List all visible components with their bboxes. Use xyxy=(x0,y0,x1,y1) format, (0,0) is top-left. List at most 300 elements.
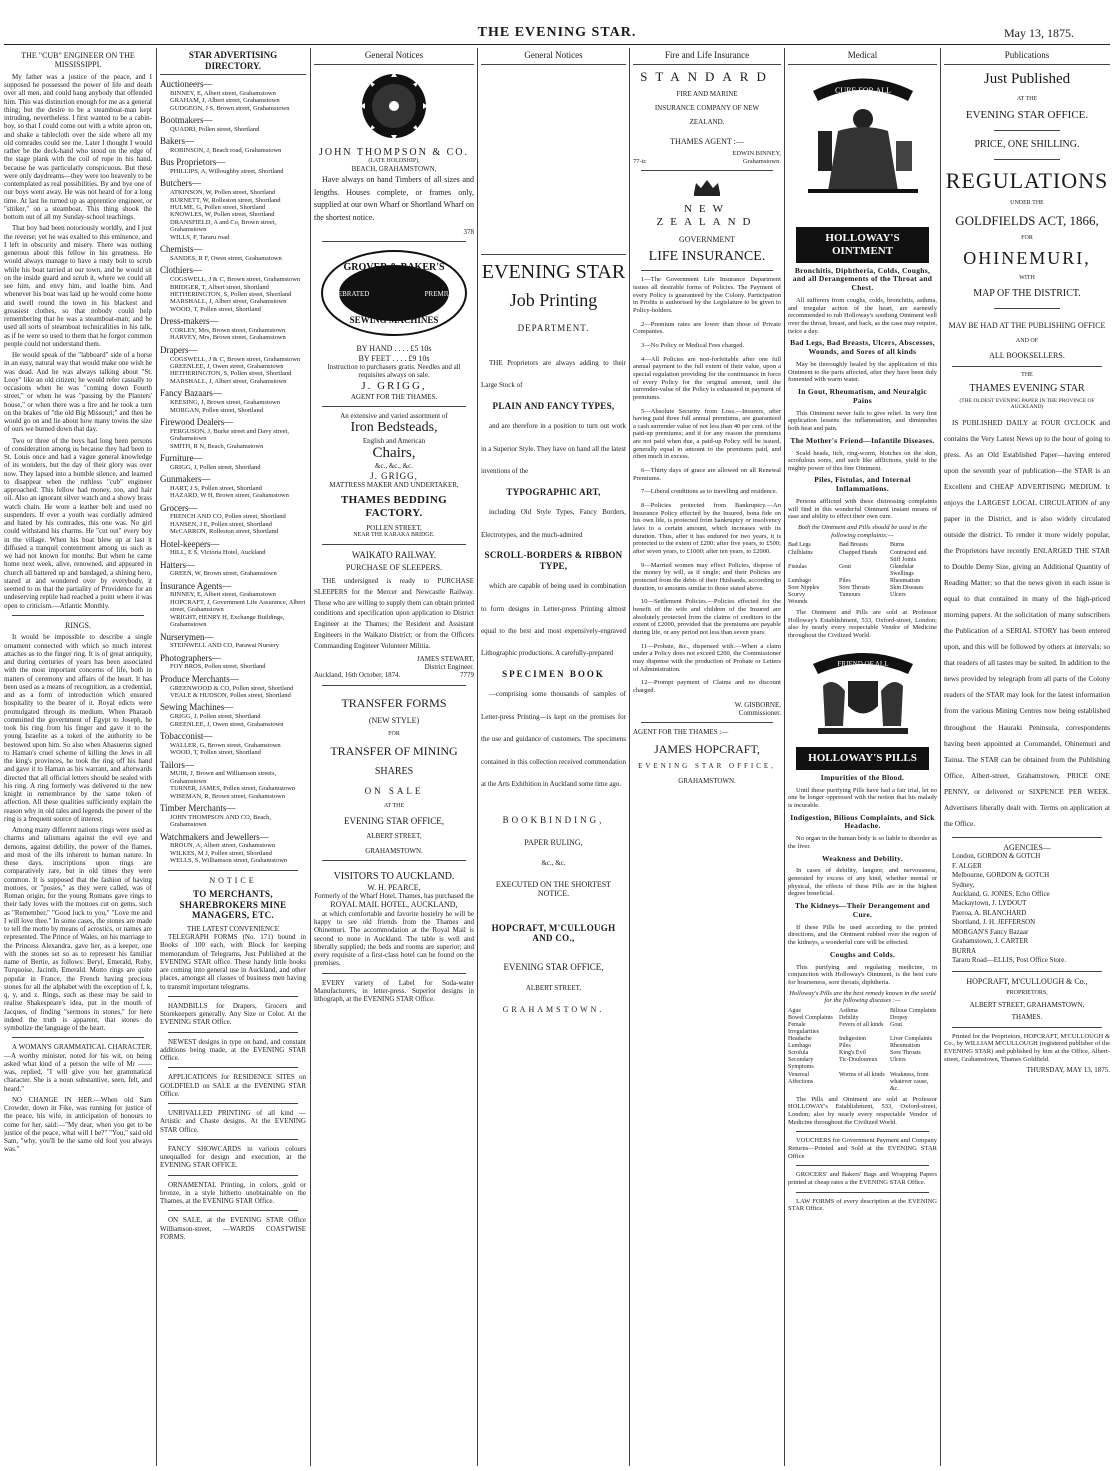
article-paragraph: NO CHANGE IN HER.—When old Sam Crowder, down in Fike, was running for justice of the peace, his wife, in anticipation of honours to come for her, said:—"My dear, when you get to be justice of the peace, what will I be?" "You," said old Sam, "why, you'll be the same old fool you always was." xyxy=(4,1095,152,1154)
disease-item: Weakness, from whatever cause, &c. xyxy=(890,1071,929,1092)
grahamstown: GRAHAMSTOWN. xyxy=(502,1004,605,1014)
medical-body: Persons afflicted with these distressing complaints will find in this wonderful Ointment instant means of ease and ability to effect their own cure. xyxy=(788,498,937,521)
section-rule xyxy=(322,973,466,974)
etc-line: &c., &c. xyxy=(541,859,566,868)
directory-heading: Auctioneers— xyxy=(160,79,213,90)
disease-item: Rheumatism xyxy=(890,1043,921,1050)
disease-item: Worms of all kinds xyxy=(839,1071,885,1078)
agency-item: London, GORDON & GOTCH xyxy=(952,852,1041,861)
directory-entry: HAZARD, W H, Brown street, Grahamstown xyxy=(170,492,289,500)
directory-entry: SANDES, R F, Owen street, Grahamstown xyxy=(170,254,282,262)
directory-entry: DRANSFIELD, A and Co, Brown street, Grahamstown xyxy=(170,218,277,234)
law-forms-ad: LAW FORMS of every description at the EVENING STAR Office. xyxy=(788,1197,937,1213)
thames-evening-star: THAMES EVENING STAR xyxy=(969,382,1085,394)
directory-entry: BRIDGER, T, Albert street, Shortland xyxy=(170,283,269,291)
directory-entry: GREENLEE, J, Owen street, Grahamstown xyxy=(170,363,284,371)
albert-street: ALBERT STREET, xyxy=(525,984,582,993)
directory-heading: Insurance Agents— xyxy=(160,580,232,591)
holloway-pills-banner: HOLLOWAY'S PILLS xyxy=(796,747,929,770)
column-publications xyxy=(944,48,1110,1466)
column-divider xyxy=(629,48,630,1466)
agencies-title: AGENCIES— xyxy=(1003,842,1051,852)
directory-entry: KNOWLES, W, Pollen street, Shortland xyxy=(170,211,275,219)
directory-entry: VEALE & HUDSON, Pollen street, Shortland xyxy=(170,691,291,699)
sleepers-title: PURCHASE OF SLEEPERS. xyxy=(345,563,443,573)
hopcraft-firm: HOPCRAFT, M'CULLOUGH AND CO., xyxy=(491,922,616,944)
directory-entry: GREENWOOD & CO, Pollen street, Shortland xyxy=(170,684,294,692)
waikato-body: THE undersigned is ready to PURCHASE SLEEPERS for the Mercer and Newcastle Railway. Those who are willing to supply them can obtain printed conditions and specification upon application to District Engineer at the Thames; the Resident and Assistant Engineers in the Waikato District; or from the Officers Commanding Engineer Volunteer Militia. xyxy=(314,576,474,650)
section-rule xyxy=(168,870,298,871)
directory-entry: PHILLIPS, A, Willoughby street, Shortland xyxy=(170,168,284,175)
notice-body: TELEGRAPH FORMS (No. 171) bound in Books of 100 each, with Block for keeping memorandum of Telegrams, Just Published at the EVENING STAR office. These handy little books are coming into general use in Auckland, and other places, amongst all classes of business men having to transmit important telegrams. xyxy=(160,933,306,991)
the-line: THE xyxy=(1021,371,1033,378)
section-rule xyxy=(168,1210,298,1211)
directory-entry: HULME, G, Pollen street, Shortland xyxy=(170,204,266,212)
under-the: UNDER THE xyxy=(1010,200,1044,207)
insurance-item: 1—The Government Life Insurance Department issues all desirable forms of Policies. The Payment of every Policy is guaranteed by the Colony. Participation in Profits is authorised by the Legislature to be given to Policy-holders. xyxy=(633,276,781,314)
vouchers-ad: VOUCHERS for Government Payment and Company Returns—Printed and Sold at the EVENING STAR Office xyxy=(788,1137,937,1160)
agency-item: BURRA xyxy=(952,946,977,955)
section-rule xyxy=(952,366,1102,367)
medical-body: May be thoroughly healed by the application of this Ointment to the parts affected, after they have been duly fomented with warm water. xyxy=(788,361,937,384)
section-rule xyxy=(12,615,144,616)
agency-item: Sydney, xyxy=(952,880,975,889)
auckland-date: Auckland, 16th October, 1874. 7779 xyxy=(314,671,474,680)
directory-heading: Bakers— xyxy=(160,136,194,147)
price-by-feet: BY FEET . . . . £9 10s xyxy=(358,353,430,363)
small-ad: NEWEST designs in type on hand, and constant additions being made, at the EVENING STAR Office. xyxy=(160,1037,306,1063)
directory-heading: Hotel-keepers— xyxy=(160,538,220,549)
disease-item: Indigestion xyxy=(839,1036,866,1043)
job-body: and are therefore in a position to turn out work in a Superior Style. They have on hand all the latest inventions of the xyxy=(481,422,626,476)
directory-entry: HILL, E S, Victoria Hotel, Auckland xyxy=(170,549,266,557)
job-body: including Old Style Types, Fancy Borders, Electrotypes, and the much-admired xyxy=(481,508,626,539)
directory-entry: WOOD, T, Pollen street, Shortland xyxy=(170,305,261,313)
column-medical xyxy=(788,48,937,1466)
ad-reference: 378 xyxy=(463,227,474,236)
agency-item: Melbourne, GORDON & GOTCH xyxy=(952,871,1050,880)
thompson-sub: (LATE HOLDSHIP), xyxy=(368,158,420,165)
banner-text: CURE FOR ALL xyxy=(834,85,891,95)
directory-heading: Drapers— xyxy=(160,344,198,355)
sold-line: The Pills and Ointment are sold at Professor HOLLOWAY's Establishment, 533, Oxford-street, London; also by nearly every respectable Vendor of Medicine throughout the Civilized World. xyxy=(788,1095,937,1126)
advertising-directory xyxy=(160,79,306,864)
directory-entry: WISEMAN, R, Brown street, Grahamstown xyxy=(170,792,285,800)
disease-item: Liver Complaints xyxy=(890,1036,933,1043)
albert-street: ALBERT STREET, GRAHAMSTOWN, xyxy=(969,1001,1085,1010)
executed-line: EXECUTED ON THE SHORTEST NOTICE. xyxy=(495,879,612,899)
directory-entry: MARSHALL, J, Albert street, Grahamstown xyxy=(170,298,287,306)
section-rule xyxy=(322,685,466,686)
directory-entry: QUADRI, Pollen street, Shortland xyxy=(170,125,260,133)
agent-name: EDWIN BINNEY, xyxy=(732,150,781,158)
disease-item: King's Evil xyxy=(839,1050,866,1057)
agent-thames: AGENT FOR THE THAMES :— xyxy=(633,728,729,737)
column-divider xyxy=(310,48,311,1466)
disease-item: Fevers of all kinds xyxy=(839,1021,884,1028)
complaint-item: Bad Legs xyxy=(788,542,811,549)
directory-heading: Watchmakers and Jewellers— xyxy=(160,831,269,842)
disease-item: Scrofula xyxy=(788,1050,809,1057)
job-body: which are capable of being used in combination to form designs in Letter-press Printing almost equal to the best and most expensively-engraved Lithographic productions. A carefully-prepared xyxy=(481,582,626,658)
masthead xyxy=(0,0,1114,46)
directory-entry: BINNEY, E, Albert street, Grahamstown xyxy=(170,591,276,599)
visitors-title: VISITORS TO AUCKLAND. xyxy=(333,870,455,882)
complaint-item: Piles xyxy=(839,577,851,584)
may-be-had: MAY BE HAD AT THE PUBLISHING OFFICE xyxy=(948,320,1106,330)
complaint-item: Skin Diseases xyxy=(890,584,924,591)
directory-entry: WALLER, G, Brown street, Grahamstown xyxy=(170,741,281,749)
directory-entry: WRIGHT, HENRY H, Exchange Buildings, Grahamstown xyxy=(170,613,285,629)
medical-body: This Ointment never fails to give relief. In very first application lessens the inflammation, and diminishes both heat and pain. xyxy=(788,409,937,433)
bedding-factory: THAMES BEDDING FACTORY. xyxy=(341,493,447,519)
star-body: IS PUBLISHED DAILY at FOUR O'CLOCK and contains the Very Latest News up to the hour of going to press. As an Old Established Paper—having entered upon the seventh year of publication—the STAR is an Excellent and CHEAP ADVERTISING MEDIUM. It enjoys the LARGEST LOCAL CIRCULATION of any paper in the District, and is also widely circulated outside the district. To render it more widely popular, the Proprietors have recently ENLARGED THE STAR to Double Demy Size, giving an Additional Quantity of Reading Matter; so that the news given in each issue is equal to that contained in many of the high-priced morning papers. At the solicitation of many subscribers the Publication of a SERIAL STORY has been entered upon, and this will be followed by others at intervals; so that readers of all tastes may be suited. In addition to the news provided by telegraph from all parts of the Colony readers of the STAR may look for the latest information from the various Mining Centres now being established throughout the Hauraki Peninsula, correspondents having been appointed at Coromandel, Ohinemuri and Tairua. The STAR can be obtained from the Publishing Office, Albert-street, Grahamstown, PRICE ONE PENNY, or delivered or SIXPENCE PER WEEK. Advertisers liberally dealt with. Terms on application at the Office. xyxy=(944,417,1110,828)
insurance-item: 2—Premium rates are lower than those of Private Companies. xyxy=(633,320,781,336)
section-rule xyxy=(796,1165,929,1166)
directory-heading: Photographers— xyxy=(160,652,221,663)
section-rule xyxy=(994,159,1060,160)
complaint-item: Sore Nipples xyxy=(788,584,820,591)
column-articles xyxy=(4,48,152,1466)
directory-entry: HANSEN, J E, Pollen street, Shortland xyxy=(170,520,272,528)
pollen-street: POLLEN STREET, xyxy=(366,523,422,532)
evening-star-heading: EVENING STAR xyxy=(481,254,626,285)
directory-entry: BROUN, A, Albert street, Grahamstown xyxy=(170,842,276,850)
disease-item: Bowel Complaints xyxy=(788,1014,833,1021)
just-published: Just Published xyxy=(983,70,1071,87)
directory-entry: HOPCRAFT, J, Government Life Assurance, Albert street, Grahamstown xyxy=(170,598,306,614)
masthead-rule xyxy=(4,44,1110,45)
waikato-title: WAIKATO RAILWAY. xyxy=(351,549,437,560)
complaint-item: Chilblains xyxy=(788,549,813,556)
section-rule xyxy=(322,241,466,242)
job-body: —comprising some thousands of samples of Letter-press Printing—is kept on the premises for the use and guidance of customers. The specimens contained in this collection received commendation at the Arts Exhibition in Auckland some time ago. xyxy=(481,690,626,788)
directory-entry: BINNEY, E, Albert street, Grahamstown xyxy=(170,89,276,97)
directory-entry: HART, J S, Pollen street, Shortland xyxy=(170,484,262,492)
directory-heading: Dress-makers— xyxy=(160,316,219,327)
directory-entry: HETHERINGTON, S, Pollen street, Shortland xyxy=(170,290,292,298)
article-paragraph: That boy had been notoriously worldly, and I just the reverse; yet he was exalted to this eminence, and I left in obscurity and misery. There was nothing generous about this fellow in his greatness. He would always manage to have a rusty bolt to scrub while his boat tarried at our town, and he would sit on the inside guard and scrub it, where we could all see him, and envy him, and loathe him. And whenever his boat was laid up he would come home and swell round the town in his blackest and greasiest clothes, so that nobody could help remembering that he was a steamboat-man; and he used all sorts of steamboat technicalities in his talk, as if he were so used to them that he forgot common people could not understand them. xyxy=(4,224,152,348)
pearce-body-2: at which comfortable and favorite hostelry he will be happy to see old friends from the Thames and Ohinemuri. The accommodation at the Royal Mail is second to none in Auckland. The table is well and liberally supplied; the beds and rooms are superior; and every requisite of a first-class hotel can be found on the premises. xyxy=(314,909,474,968)
disease-item: Sore Throats xyxy=(890,1050,921,1057)
agent-town: Grahamstown. xyxy=(742,157,781,165)
complaint-item: Bad Breasts xyxy=(839,542,868,549)
insurance-items xyxy=(633,276,781,694)
complaint-item: Chapped Hands xyxy=(839,549,878,556)
typographic-art: TYPOGRAPHIC ART, xyxy=(506,486,601,497)
crown-icon xyxy=(692,177,722,197)
directory-entry: FOY BROS, Pollen street, Shortland xyxy=(170,663,266,671)
insurance-item: 3—No Policy or Medical Fees charged. xyxy=(641,341,745,349)
directory-entry: McCARRON, Rolleston street, Shortland xyxy=(170,528,279,536)
directory-entry: CORLEY, Mrs, Brown street, Grahamstown xyxy=(170,327,286,334)
disease-item: Asthma xyxy=(839,1007,858,1014)
complaint-item: Ulcers xyxy=(890,592,906,598)
complaint-item: Fistulas xyxy=(788,563,807,570)
transfer-line: ON SALE xyxy=(364,786,424,797)
grigg-name-2: J. GRIGG, xyxy=(370,470,418,481)
medical-heading: In Gout, Rheumatism, and Neuralgic Pains xyxy=(798,387,927,405)
column-header: Medical xyxy=(788,48,937,65)
regulations-title: REGULATIONS xyxy=(945,168,1109,194)
notice-label: NOTICE xyxy=(209,875,257,885)
column-header: General Notices xyxy=(314,48,474,65)
insurance-item: 7—Liberal conditions as to travelling and residence. xyxy=(641,488,778,496)
price-line: PRICE, ONE SHILLING. xyxy=(974,139,1080,151)
grover-line: SEWING MACHINES xyxy=(349,315,439,326)
directory-entry: FERGUSON, J, Burke street and Davy street, Grahamstown xyxy=(170,427,289,443)
near-bridge: NEAR THE KARAKA BRIDGE. xyxy=(353,531,435,538)
grover-line: GROVER & BAKER'S xyxy=(343,262,445,274)
grover-line: CELEBRATED xyxy=(324,290,370,299)
disease-item: Bilious Complaints xyxy=(890,1007,937,1014)
grover-line: PREMIUM xyxy=(424,290,458,299)
scroll-borders: SCROLL-BORDERS & RIBBON TYPE, xyxy=(484,550,623,571)
directory-heading: Chemists— xyxy=(160,244,203,255)
instruction-note: Instruction to purchasers gratis. Needles and all requisites always on sale. xyxy=(327,363,461,380)
section-rule xyxy=(641,170,773,171)
thompson-address: BEACH, GRAHAMSTOWN, xyxy=(351,165,437,174)
mattress-line: MATTRESS MAKER AND UNDERTAKER, xyxy=(329,481,459,490)
insurance-item: 8—Policies protected from Bankruptcy.—An Insurance Policy effected by the Insured, bona fide on his own life, is protected from bankruptcy or insolvency laws to a certain amount, which increases with its duration. Thus, after it has endured for two years, it is protected to the extent of £200; after five years, to £500; after seven years, to £1000; after ten years, to £2000. xyxy=(633,502,781,556)
directory-entry: WILKES, M J, Pollen street, Shortland xyxy=(170,849,272,857)
grigg-agent: AGENT FOR THE THAMES. xyxy=(350,392,438,401)
medical-heading: Weakness and Debility. xyxy=(822,853,903,863)
article-paragraph: It would be impossible to describe a single ornament connected with which so much interest attaches as to the finger ring. It is of great antiquity, and during centuries of years has been associated with the most important concerns of life, both in matters of ceremony and affairs of the heart. It has been used as a means of recognition, as a credential, and as a form of introduction which ensured hospitality to the bearer of it. Royal edicts were promulgated through its medium. When Pharaoh committed the government of Egypt to Joseph, he took his ring from his finger and gave it to the young Israelite as a token of the authority to be bestowed upon him. So also when Ahasuerus signed to Haman's cruel scheme of killing the Jews in all the king's provinces, he took the ring off his hand and gave it to Haman as his warrant, and afterwards directed that all official letters should be sealed with his ring. A ring formerly was delivered to the new knight in remembrance by the same token of affection. All these qualities sufficiently explain the reason why in old tales and legends the power of the ring is a frequent source of interest. xyxy=(4,633,152,823)
column-divider xyxy=(156,48,157,1466)
agency-item: Mackaytown, J. LYDOUT xyxy=(952,899,1027,908)
disease-item: Headache xyxy=(788,1036,812,1043)
directory-heading: Clothiers— xyxy=(160,265,202,276)
directory-entry: GRIGG, J, Pollen street, Shortland xyxy=(170,713,261,721)
gov-title: GOVERNMENT xyxy=(679,235,735,245)
medical-heading: Coughs and Colds. xyxy=(829,949,896,959)
grigg-name: J. GRIGG, xyxy=(361,379,427,392)
complaint-item: Rheumatism xyxy=(890,577,921,584)
plain-fancy-types: PLAIN AND FANCY TYPES, xyxy=(492,400,615,411)
directory-heading: Hatters— xyxy=(160,559,195,570)
transfer-line: AT THE xyxy=(383,802,405,809)
label-ad: EVERY variety of Label for Soda-water Manufacturers, in letter-press. Superior designs in lithograph, at the EVENING STAR Office. xyxy=(314,978,474,1004)
directory-heading: Fancy Bazaars— xyxy=(160,388,222,399)
directory-heading: Produce Merchants— xyxy=(160,673,239,684)
agency-item: Tararu Road—ELLIS, Post Office Store. xyxy=(952,956,1067,965)
medical-heading: Impurities of the Blood. xyxy=(820,772,905,782)
section-rule xyxy=(322,544,466,545)
holloway-ointment-banner: HOLLOWAY'S OINTMENT xyxy=(796,227,929,263)
hygeia-figure-icon xyxy=(798,71,928,221)
directory-heading: Firewood Dealers— xyxy=(160,416,234,427)
directory-entry: COGSWELL, J & C, Brown street, Grahamstown xyxy=(170,276,301,284)
directory-entry: COGSWELL, J & C, Brown street, Grahamstown xyxy=(170,355,301,363)
directory-entry: WELLS, S, Williamson street, Grahamstown xyxy=(170,857,288,865)
column-header: General Notices xyxy=(481,48,626,65)
directory-entry: GREEN, W, Brown street, Grahamstown xyxy=(170,570,277,578)
life-insurance-title: LIFE INSURANCE. xyxy=(648,248,766,264)
directory-heading: Timber Merchants— xyxy=(160,803,236,814)
complaint-item: Wounds xyxy=(788,599,808,606)
directory-heading: Nurserymen— xyxy=(160,631,214,642)
insurance-item: 12—Prompt payment of Claims and no discount charged. xyxy=(633,679,781,694)
section-rule xyxy=(641,722,773,723)
evening-star-office: EVENING STAR OFFICE, xyxy=(638,762,776,771)
evening-star-office: EVENING STAR OFFICE, xyxy=(503,961,604,972)
directory-heading: Tobacconist— xyxy=(160,730,213,741)
medical-heading: Indigestion, Bilious Complaints, and Sick Headache. xyxy=(790,812,935,831)
price-by-hand: BY HAND . . . . £5 10s xyxy=(356,344,432,354)
transfer-line: EVENING STAR OFFICE, xyxy=(343,815,445,826)
iron-intro: An extensive and varied assortment of xyxy=(340,411,448,420)
small-ad: UNRIVALLED PRINTING of all kind —Artistic and Chaste designs. At the EVENING STAR Office. xyxy=(160,1109,306,1134)
insurance-item: 10—Settlement Policies.—Policies effected for the benefit of the wife and children of the Insured are absolutely protected from the claims of creditors to the extent of £2000, provided that the premiums are payable during life, or any period not less than seven years. xyxy=(633,598,781,636)
article-paragraph: A WOMAN'S GRAMMATICAL CHARACTER.—A worthy minister, noted for his wit, on being asked what kind of a person the wife of Mr —— was, replied, "I will give you her grammatical character. She is a noun substantive, seen, felt, and heard." xyxy=(4,1043,152,1093)
directory-entry: ROBINSON, J, Beach road, Grahamstown xyxy=(170,146,282,154)
with-line: WITH xyxy=(1019,274,1035,281)
spacer xyxy=(481,69,626,254)
medical-heading: The Mother's Friend—Infantile Diseases. xyxy=(790,435,935,445)
medical-heading: The Kidneys—Their Derangement and Cure. xyxy=(795,901,930,919)
standard-line: FIRE AND MARINE xyxy=(676,89,738,98)
chairs-title: Chairs, xyxy=(372,444,416,461)
section-rule xyxy=(168,1103,298,1104)
small-ad: ON SALE, at the EVENING STAR Office Williamson-street, —WARDS COASTWISE FORMS. xyxy=(160,1216,306,1241)
disease-item: Ulcers xyxy=(890,1057,906,1064)
disease-item: Lumbago xyxy=(788,1043,811,1050)
goldfields-act: GOLDFIELDS ACT, 1866, xyxy=(955,213,1099,229)
both-line: Both the Ointment and Pills should be used in the following complaints:— xyxy=(797,524,928,539)
section-rule xyxy=(12,1037,144,1038)
job-body: THE Proprietors are always adding to their Large Stock of xyxy=(481,359,626,390)
imprint: Printed for the Proprietors, HOPCRAFT, M'CULLOUGH & Co., by WILLIAM M'CULLOUGH (registered publisher of the EVENING STAR) and published by him at the Office, Albert-street, Grahamstown, Thames Goldfield. xyxy=(944,1032,1110,1063)
medical-body: This purifying and regulating medicine, in conjunction with Holloway's Ointment, is the best cure for hoarseness, sore throats, diphtheria. xyxy=(788,963,937,986)
section-rule xyxy=(952,1027,1102,1028)
nz-title: NEW ZEALAND xyxy=(656,203,758,229)
section-rule xyxy=(952,971,1102,972)
directory-entry: WOOD, T, Pollen street, Shortland xyxy=(170,749,261,757)
complaint-item: Glandular Swellings xyxy=(890,563,914,577)
medical-body: Until these purifying Pills have had a fair trial, let no one be longer oppressed with the notion that his malady is incurable. xyxy=(788,786,937,809)
agency-item: MORGAN'S Fancy Bazaar xyxy=(952,927,1029,936)
directory-heading: Sewing Machines— xyxy=(160,702,234,713)
column-header: Publications xyxy=(944,48,1110,65)
directory-entry: MORGAN, Pollen street, Shortland xyxy=(170,406,263,414)
article-paragraph: He would speak of the "labboard" side of a horse in an easy, natural way that would make one wish he was dead. And he was always talking about "St. Looy" like an old citizen; he would refer casually to occasions when he was "coming down Fourth street," or when he was "passing by the Planters' house," or when there was a fire and he took a turn on the brakes of "the old Big Missouri;" and then he would go on and lie about how many towns the size of ours we burned down that day. xyxy=(4,351,152,434)
disease-item: Venereal Affections xyxy=(788,1071,814,1085)
directory-entry: SMITH, R N, Beach, Grahamstown xyxy=(170,442,264,450)
agency-item: Paeroa, A. BLANCHARD xyxy=(952,908,1027,917)
grahamstown: GRAHAMSTOWN. xyxy=(678,776,736,785)
column-header: Fire and Life Insurance xyxy=(633,48,781,65)
directory-heading: Furniture— xyxy=(160,452,203,463)
complaint-item: Scurvy xyxy=(788,592,805,598)
medical-body: Scald heads, itch, ring-worm, blotches on the skin, scrofulous sores, and such like afflictions, yield to the mighty power of this fine Ointment. xyxy=(788,449,937,472)
standard-line: ZEALAND. xyxy=(689,118,725,127)
directory-heading: Tailors— xyxy=(160,759,194,770)
banner-text: FRIEND OF ALL xyxy=(837,659,888,668)
gisborne: W. GISBORNE, xyxy=(734,700,781,709)
complaint-item: Contracted and Stiff Joints xyxy=(890,549,927,563)
oldest-paper: (THE OLDEST EVENING PAPER IN THE PROVINCE OF AUCKLAND) xyxy=(959,397,1095,411)
column-insurance xyxy=(633,48,781,1466)
article-paragraph: My father was a justice of the peace, and I supposed he possessed the power of life and death over all men, and could hang anybody that offended him. This was distinction enough for me as a general thing; but the desire to be a steamboat-man kept intruding, nevertheless. I first wanted to be a cabin-boy, so that I could come out with a white apron on, and shake a tablecloth over the side where all my old comrades could see me. Later I thought I would rather be the deck-hand who stood on the edge of the stage plank with the coil of rope in his hand, because he was particularly conspicuous. But these were only daydreams—they were too heavenly to be contemplated as real possibilities. By and bye one of our boys went away. He was not heard of for a long time. At last he turned up as apprentice engineer, or "striker," on a steamboat. This thing shook the bottom out of all my Sunday-school teachings. xyxy=(4,72,152,222)
directory-heading: Bus Proprietors— xyxy=(160,157,226,168)
proprietor-firm: HOPCRAFT, M'CULLOUGH & Co., xyxy=(966,976,1088,986)
sewing-machine-emblem-icon xyxy=(319,248,469,338)
article-paragraph: Among many different nations rings were used as charms and talismans against the evil eye and demons, against debility, the power of the flames, and most of the ills inherent to human nature. In these days, inscriptions upon rings are comparatively rare, but in old times they were common. It is supposed that the fashion of having mottoes, or "posies," as they were called, was of Roman origin, for the young Romans gave rings to their lady loves with the mottoes cut on gems, such as "Remember," "Good luck to you," "Love me and I will love thee." In some cases, the stones are made to tell the motto by means of acrostics, or names are represented. The Prince of Wales, on his marriage to the Princess Alexandra, gave her, as a keeper, one with the stones set so as to represent his familiar name of Bertie, as follows: Beryl, Emerald, Ruby, Turquoise, Jacinth, Emerald. Motto rings are quite popular in France, the French having precious stones for all the alphabet with the exception of f, k, q, y, and z. Rings, such as these may be said to realise Shakespeare's idea, put in the mouth of Jacques, of finding "sermons in stones," for here indeed the truth is apparent, that stones do symbolize the language of the heart. xyxy=(4,826,152,1033)
small-ad: APPLICATIONS for RESIDENCE SITES on GOLDFIELD on SALE at the EVENING STAR Office. xyxy=(160,1073,306,1098)
column-directory xyxy=(160,48,306,1466)
agencies-list xyxy=(944,852,1110,965)
directory-entry: GRAHAM, J, Albert street, Grahamstown xyxy=(170,97,280,105)
disease-item: Dropsy xyxy=(890,1014,908,1021)
james-hopcraft: JAMES HOPCRAFT, xyxy=(654,742,760,757)
section-rule xyxy=(168,1067,298,1068)
disease-item: Tic-Douloureux xyxy=(839,1057,878,1064)
section-rule xyxy=(168,996,298,997)
directory-heading: Butchers— xyxy=(160,178,201,189)
column-divider xyxy=(784,48,785,1466)
royal-arms-icon xyxy=(803,646,923,741)
directory-entry: MARSHALL, J, Albert street, Grahamstown xyxy=(170,377,287,385)
thompson-title: JOHN THOMPSON & CO. xyxy=(318,146,470,158)
medical-body: If these Pills be used according to the printed directions, and the Ointment rubbed over the region of the kidneys, a wonderful cure will be effected. xyxy=(788,923,937,947)
grocers-ad: GROCERS' and Bakers' Bags and Wrapping Papers printed at cheap rates a the EVENING STAR Office. xyxy=(788,1171,937,1186)
complaint-item: Lumbago xyxy=(788,577,811,584)
column-general-notices-1 xyxy=(314,48,474,1466)
directory-entry: FRENCH AND CO, Pollen street, Shortland xyxy=(170,513,286,521)
complaint-item: Tumours xyxy=(839,592,861,598)
article-title: RINGS. xyxy=(64,620,91,630)
saw-blade-icon xyxy=(359,71,429,141)
section-rule xyxy=(168,1139,298,1140)
directory-entry: MUIR, J, Brown and Williamson streets, Grahamstown xyxy=(170,770,277,785)
for-line: FOR xyxy=(1021,234,1033,241)
medical-heading: Bad Legs, Bad Breasts, Ulcers, Abscesses, Wounds, and Sores of all kinds xyxy=(790,338,935,357)
agency-item: Shortland, J. H. JEFFERSON xyxy=(952,918,1036,927)
complaint-item: Sore Throats xyxy=(839,584,870,591)
small-ad: FANCY SHOWCARDS in various colours unequalled for design and execution, at the EVENING STAR OFFICE. xyxy=(160,1144,306,1170)
insurance-item: 4—All Policies are non-forfeitable after one full annual payment to the full extent of their value, upon a special regulation providing for the continuance in force of every Policy for the original amount, until the surrender-value of the Policy is exhausted in payment of premiums. xyxy=(633,355,781,401)
transfer-title: TRANSFER FORMS xyxy=(341,695,447,710)
iron-title: Iron Bedsteads, xyxy=(350,420,438,436)
insurance-item: 5—Absolute Security from Loss.—Insurers, after having paid three full annual premiums, are guaranteed a cash surrender value of not less than 40 per cent. of the paid-up premiums; and if for any reason the premiums are not paid when due, a paid-up Policy will be issued, generally equal in amount to the premiums paid, and often much in excess. xyxy=(633,407,781,461)
newspaper-title: THE EVENING STAR. xyxy=(477,25,637,40)
proprietors: PROPRIETORS, xyxy=(1006,989,1048,996)
office-line: EVENING STAR OFFICE. xyxy=(965,109,1089,122)
directory-entry: GREENLEE, J, Owen street, Grahamstown xyxy=(170,720,284,728)
directory-entry: ATKINSON, W, Pollen street, Shortland xyxy=(170,189,276,197)
transfer-line: TRANSFER OF MINING xyxy=(330,744,458,759)
section-rule xyxy=(796,1192,929,1193)
section-rule xyxy=(168,1032,298,1033)
directory-entry: JOHN THOMPSON AND CO, Beach, Grahamstown xyxy=(170,813,271,829)
ohinemuri-title: OHINEMURI, xyxy=(963,247,1091,268)
standard-line: INSURANCE COMPANY OF NEW xyxy=(654,104,760,113)
thompson-body: Have always on hand Timbers of all sizes and lengths. Houses complete, or frames only, supplied at our own Wharf or Shortland Wharf on the shortest notice. xyxy=(314,174,474,223)
bookbinding: BOOKBINDING, xyxy=(502,815,605,826)
small-ad: ORNAMENTAL Printing, in colors, gold or bronze, in a style hitherto unobtainable on the Thames, at the EVENING STAR Office. xyxy=(160,1180,306,1206)
disease-item: Female Irregularities xyxy=(788,1021,819,1036)
issue-date: May 13, 1875. xyxy=(1004,26,1074,40)
all-booksellers: ALL BOOKSELLERS. xyxy=(989,351,1065,361)
directory-entry: BURNETT, W, Rolleston street, Shortland xyxy=(170,196,281,204)
sold-line: The Ointment and Pills are sold at Professor Holloway's Establishment, 533, Oxford-street, London; also by nearly every respectable Vendor of Medicine throughout the Civilized World. xyxy=(788,609,937,640)
directory-entry: KEESING, J, Brown street, Grahamstown xyxy=(170,399,280,407)
disease-item: Piles xyxy=(839,1043,851,1050)
stewart-name: JAMES STEWART, xyxy=(416,654,474,663)
transfer-line: ALBERT STREET, xyxy=(366,832,422,841)
section-rule xyxy=(796,1131,929,1132)
